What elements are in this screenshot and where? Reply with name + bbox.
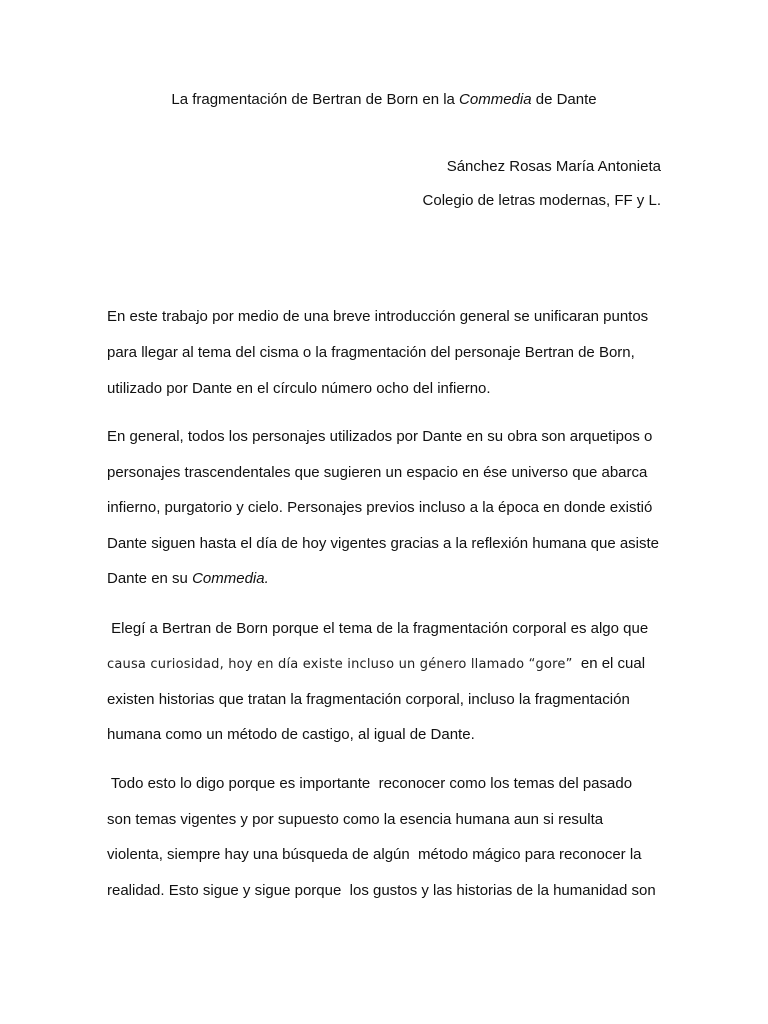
paragraph-3-line-1: Elegí a Bertran de Born porque el tema de la fragmentación corporal es algo que (107, 620, 649, 637)
paragraph-4-line-3: violenta, siempre hay una búsqueda de algún método mágico para reconocer la (107, 846, 642, 863)
paragraph-2-line-5-text: Dante en su (107, 570, 193, 587)
author-affiliation: Colegio de letras modernas, FF y L. (422, 192, 661, 209)
commedia-italic: Commedia. (192, 570, 269, 587)
paragraph-3-line-3: existen historias que tratan la fragmentación corporal, incluso la fragmentación (107, 691, 630, 708)
paragraph-1-line-2: para llegar al tema del cisma o la fragmentación del personaje Bertran de Born, (107, 344, 635, 361)
paragraph-2-line-4: Dante siguen hasta el día de hoy vigentes gracias a la reflexión humana que asiste (107, 535, 660, 552)
paragraph-1-line-3: utilizado por Dante en el círculo número ocho del infierno. (107, 380, 491, 397)
paragraph-3-line-2-rest: en el cual (572, 655, 646, 672)
paragraph-4-line-2: son temas vigentes y por supuesto como la esencia humana aun si resulta (107, 811, 604, 828)
author-name: Sánchez Rosas María Antonieta (446, 158, 661, 175)
paragraph-2-line-3: infierno, purgatorio y cielo. Personajes previos incluso a la época en donde existió (107, 499, 653, 516)
paragraph-2-line-2: personajes trascendentales que sugieren un espacio en ése universo que abarca (107, 464, 648, 481)
title-prefix: La fragmentación de Bertran de Born en la (171, 91, 460, 108)
title-italic-commedia: Commedia (459, 91, 532, 108)
paragraph-4-line-4: realidad. Esto sigue y sigue porque los gustos y las historias de la humanidad son (107, 882, 656, 899)
paragraph-3-line-2 (107, 654, 645, 675)
document-title (0, 90, 768, 110)
paragraph-1-line-1: En este trabajo por medio de una breve introducción general se unificaran puntos (107, 308, 649, 325)
paragraph-3-line-2-alt-text: causa curiosidad, hoy en día existe incluso un género llamado “gore” (107, 657, 573, 672)
paragraph-3-line-4: humana como un método de castigo, al igual de Dante. (107, 726, 475, 743)
paragraph-2-line-5 (107, 569, 269, 589)
title-suffix: de Dante (531, 91, 597, 108)
paragraph-2-line-1: En general, todos los personajes utilizados por Dante en su obra son arquetipos o (107, 428, 653, 445)
paragraph-4-line-1: Todo esto lo digo porque es importante reconocer como los temas del pasado (107, 775, 633, 792)
